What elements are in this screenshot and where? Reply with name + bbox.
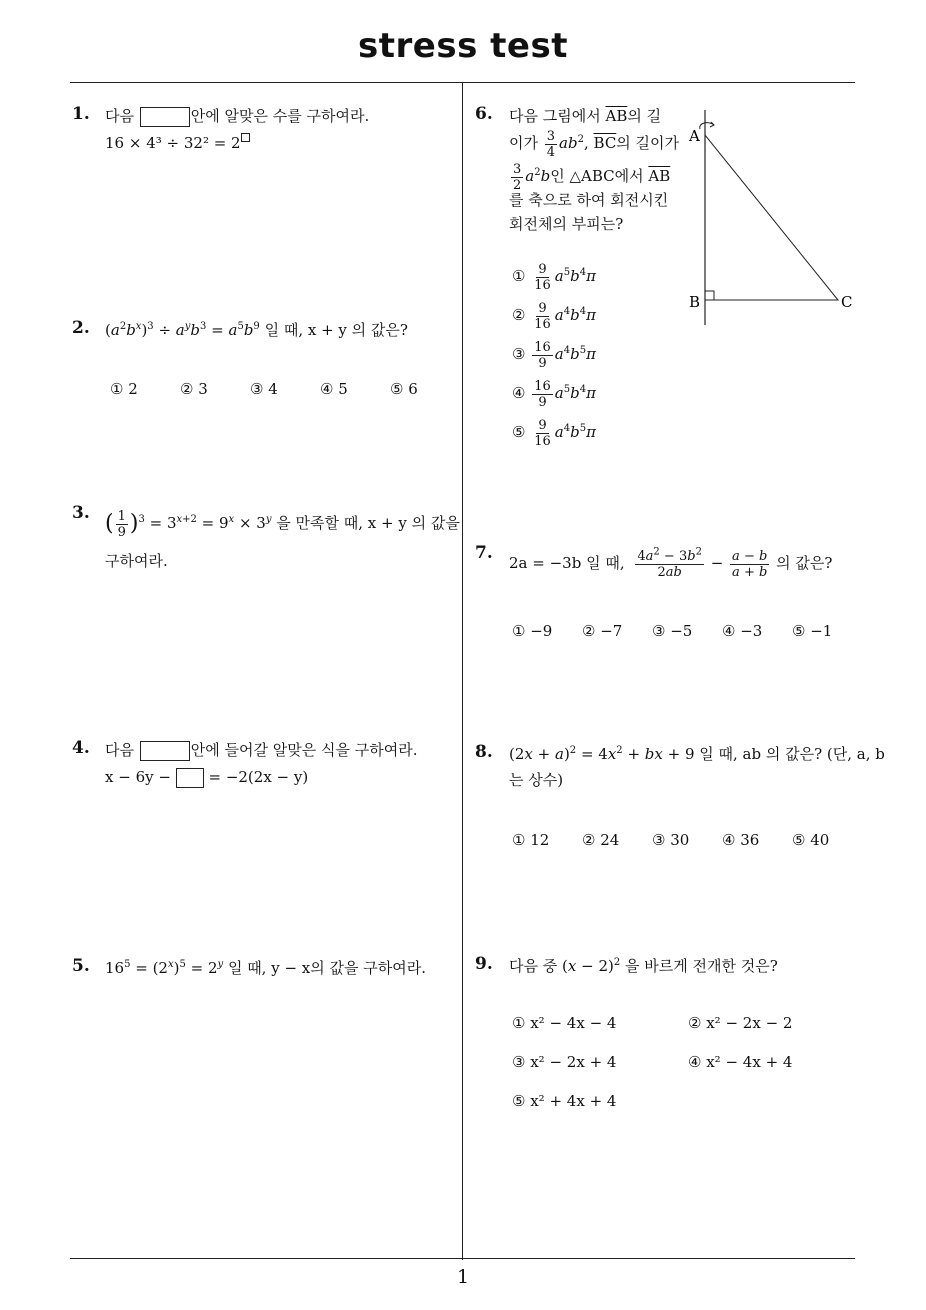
- choice-3[interactable]: ③ −5: [652, 622, 693, 640]
- question-text: 다음 그림에서 $\overline{AB}$의 길: [509, 107, 662, 125]
- triangle-figure: [680, 105, 860, 330]
- question-text: 다음 중 $(x - 2)^2$ 을 바르게 전개한 것은?: [509, 957, 778, 975]
- question-text: $16^5 = (2^x)^5 = 2^y$ 일 때, y − x의 값을 구하여라.: [105, 959, 426, 977]
- label-b: B: [689, 293, 701, 311]
- question-text: ( $\frac{1}{9}$ )$^3 = 3^{x+2} = 9^x \times 3^y$ 을 만족할 때, x + y 의 값을: [105, 508, 460, 540]
- page-number: 1: [456, 1266, 470, 1288]
- choice-3[interactable]: ③ $\frac{16}{9}$ $a^4b^5\pi$: [512, 339, 596, 371]
- choice-1[interactable]: ① 2: [110, 380, 138, 398]
- label-a: A: [689, 127, 700, 145]
- question-text-line2: 이가 $\frac{3}{4}$ $ab^2$, $\overline{BC}$의 길이가: [509, 128, 680, 160]
- question-text-line3: $\frac{3}{2}$ $a^2b$인 △ABC에서 $\overline{AB}$: [513, 161, 671, 193]
- page-title: stress test: [358, 26, 568, 66]
- choice-4[interactable]: ④ 36: [722, 831, 760, 849]
- question-expression: x − 6y − = −2(2x − y): [105, 768, 309, 786]
- question-text-continued: 는 상수): [509, 771, 564, 789]
- choice-4[interactable]: ④ x² − 4x + 4: [688, 1053, 793, 1071]
- choice-2[interactable]: ② −7: [582, 622, 623, 640]
- question-number: 4.: [72, 738, 90, 758]
- column-divider: [462, 82, 463, 1260]
- choice-2[interactable]: ② 3: [180, 380, 208, 398]
- question-number: 7.: [475, 543, 493, 563]
- footer-rule: [70, 1258, 855, 1259]
- question-number: 5.: [72, 956, 90, 976]
- question-text-continued: 구하여라.: [105, 552, 168, 570]
- choice-5[interactable]: ⑤ $\frac{9}{16}$ $a^4b^5\pi$: [512, 417, 596, 449]
- question-text: 다음 안에 들어갈 알맞은 식을 구하여라.: [105, 741, 418, 759]
- answer-box: [140, 741, 190, 761]
- blank-box: [176, 768, 204, 788]
- choice-1[interactable]: ① $\frac{9}{16}$ $a^5b^4\pi$: [512, 261, 596, 293]
- choice-4[interactable]: ④ −3: [722, 622, 763, 640]
- question-number: 9.: [475, 954, 493, 974]
- right-angle-mark: [705, 291, 714, 300]
- choice-3[interactable]: ③ x² − 2x + 4: [512, 1053, 617, 1071]
- question-text: $(a^2b^x)^3 \div a^yb^3 = a^5b^9$ 일 때, x + y 의 값은?: [105, 321, 408, 339]
- choice-1[interactable]: ① x² − 4x − 4: [512, 1014, 617, 1032]
- question-text: 다음 안에 알맞은 수를 구하여라.: [105, 107, 370, 125]
- choice-5[interactable]: ⑤ x² + 4x + 4: [512, 1092, 617, 1110]
- choice-1[interactable]: ① 12: [512, 831, 550, 849]
- triangle-abc: [705, 135, 838, 300]
- choice-2[interactable]: ② x² − 2x − 2: [688, 1014, 793, 1032]
- choice-5[interactable]: ⑤ −1: [792, 622, 833, 640]
- question-text-line4: 를 축으로 하여 회전시킨: [509, 191, 669, 209]
- exponent-box: [241, 133, 250, 142]
- question-number: 6.: [475, 104, 493, 124]
- choice-3[interactable]: ③ 30: [652, 831, 690, 849]
- question-text-line5: 회전체의 부피는?: [509, 215, 624, 233]
- choice-4[interactable]: ④ $\frac{16}{9}$ $a^5b^4\pi$: [512, 378, 596, 410]
- choice-5[interactable]: ⑤ 40: [792, 831, 830, 849]
- choice-4[interactable]: ④ 5: [320, 380, 348, 398]
- choice-1[interactable]: ① −9: [512, 622, 553, 640]
- choice-2[interactable]: ② 24: [582, 831, 620, 849]
- question-number: 1.: [72, 104, 90, 124]
- answer-box: [140, 107, 190, 127]
- question-number: 2.: [72, 318, 90, 338]
- choice-2[interactable]: ② $\frac{9}{16}$ $a^4b^4\pi$: [512, 300, 596, 332]
- question-expression: 16 × 4³ ÷ 32² = 2: [105, 131, 250, 155]
- label-c: C: [841, 293, 853, 311]
- question-text: $(2x + a)^2 = 4x^2$ + bx + 9 일 때, ab 의 값은? (단, a, b: [509, 745, 885, 763]
- question-number: 3.: [72, 503, 90, 523]
- choice-3[interactable]: ③ 4: [250, 380, 278, 398]
- question-number: 8.: [475, 742, 493, 762]
- question-text: 2a = −3b 일 때, $\frac{4a^2 - 3b^2}{2ab}$ − $\frac{a - b}{a + b}$ 의 값은?: [509, 546, 833, 580]
- choice-5[interactable]: ⑤ 6: [390, 380, 418, 398]
